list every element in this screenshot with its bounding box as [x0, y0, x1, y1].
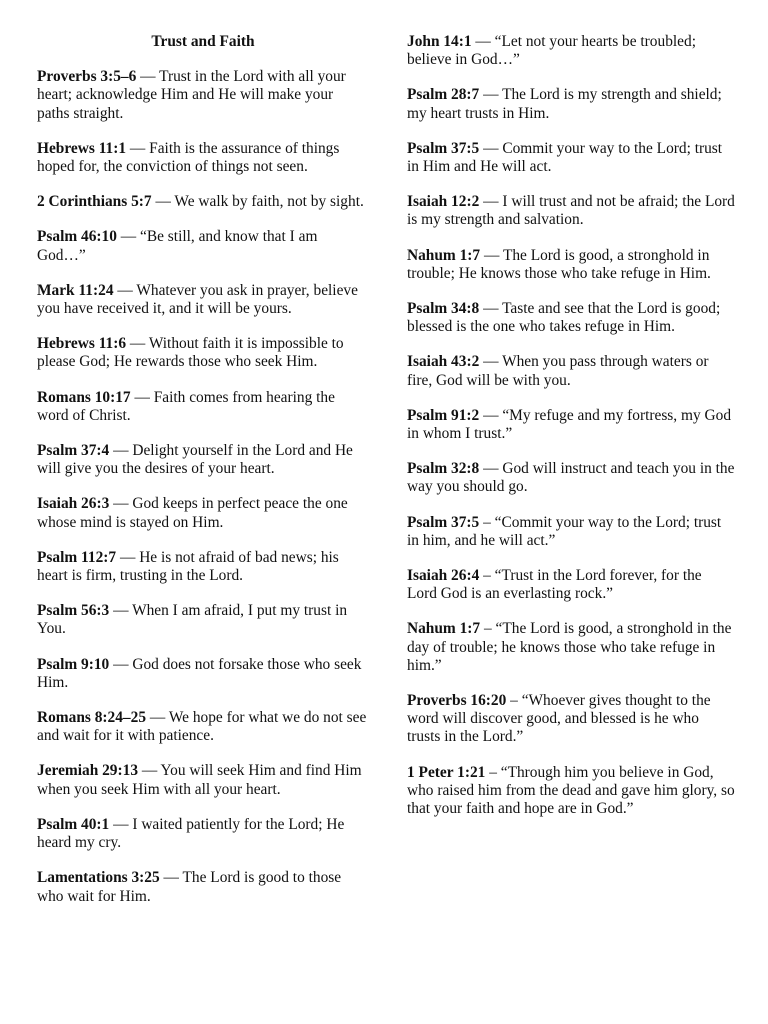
verse-reference: Psalm 32:8 [407, 460, 480, 478]
verse-entry [37, 282, 369, 318]
verse-text: When I am afraid, I put my trust in You. [37, 602, 348, 638]
verse-text: Whatever you ask in prayer, believe you have received it, and it will be yours. [37, 281, 358, 318]
verse-reference: Psalm 37:4 [37, 442, 110, 460]
verse-entry [37, 68, 369, 123]
verse-reference: Psalm 9:10 [37, 655, 110, 673]
verse-reference: Psalm 28:7 [407, 86, 480, 104]
verse-reference: Proverbs 3:5–6 [37, 68, 137, 86]
verse-separator: — [109, 815, 133, 833]
verse-entry [37, 389, 369, 425]
verse-entry [407, 407, 735, 443]
verse-reference: 2 Corinthians 5:7 [37, 193, 152, 211]
verse-separator: — [479, 86, 503, 104]
verse-separator: — [109, 442, 133, 460]
left-column [37, 33, 369, 923]
verse-separator: — [109, 495, 133, 513]
verse-text: Faith is the assurance of things hoped for, the conviction of things not seen. [37, 139, 340, 176]
verse-reference: Lamentations 3:25 [37, 869, 160, 887]
verse-entry [37, 335, 369, 371]
verse-entry [37, 869, 369, 905]
verse-text: Without faith it is impossible to please God; He rewards those who seek Him. [37, 335, 344, 371]
page-title: Trust and Faith [151, 33, 255, 50]
verse-text: Delight yourself in the Lord and He will give you the desires of your heart. [37, 442, 353, 478]
verse-entry [37, 602, 369, 638]
verse-entry [37, 816, 369, 852]
verse-reference: Nahum 1:7 [407, 620, 481, 638]
verse-reference: Psalm 37:5 [407, 513, 480, 531]
right-column [407, 33, 735, 835]
verse-reference: Psalm 34:8 [407, 300, 480, 318]
verse-text: He is not afraid of bad news; his heart is firm, trusting in the Lord. [37, 548, 339, 585]
verse-separator: — [126, 335, 149, 353]
verse-reference: Isaiah 43:2 [407, 353, 480, 371]
verse-reference: Romans 10:17 [37, 388, 131, 406]
verse-entry [407, 247, 735, 283]
verse-text: When you pass through waters or fire, God will be with you. [407, 353, 709, 389]
verse-entry [407, 764, 735, 819]
verse-separator: — [109, 602, 133, 620]
verse-reference: Isaiah 26:4 [407, 567, 480, 585]
verse-entry [407, 692, 735, 747]
verse-text: You will seek Him and find Him when you seek Him with all your heart. [37, 762, 362, 798]
verse-entry [407, 33, 735, 69]
verse-entry [37, 656, 369, 692]
right-entries [407, 33, 735, 818]
verse-reference: Psalm 112:7 [37, 548, 117, 566]
verse-text: “Commit your way to the Lord; trust in him, and he will act.” [407, 513, 722, 549]
verse-separator: — [116, 548, 140, 566]
verse-reference: John 14:1 [407, 33, 472, 50]
verse-text: “My refuge and my fortress, my God in whom I trust.” [407, 406, 732, 443]
verse-separator: — [138, 762, 161, 780]
verse-separator: — [146, 709, 169, 727]
verse-text: “The Lord is good, a stronghold in the day of trouble; he knows those who take refuge in him.” [407, 620, 732, 674]
verse-reference: Hebrews 11:1 [37, 139, 127, 157]
verse-separator: – [480, 620, 496, 638]
verse-reference: Psalm 37:5 [407, 139, 480, 157]
verse-entry [407, 300, 735, 336]
verse-text: God will instruct and teach you in the way you should go. [407, 460, 735, 496]
verse-entry [407, 86, 735, 122]
verse-reference: Hebrews 11:6 [37, 335, 127, 353]
verse-separator: – [479, 567, 495, 585]
verse-text: We hope for what we do not see and wait for it with patience. [37, 709, 367, 745]
verse-entry [37, 193, 369, 211]
verse-entry [407, 460, 735, 496]
verse-separator: — [116, 228, 141, 246]
verse-separator: — [109, 655, 133, 673]
verse-text: God does not forsake those who seek Him. [37, 655, 362, 691]
verse-separator: — [479, 406, 503, 424]
verse-text: God keeps in perfect peace the one whose mind is stayed on Him. [37, 495, 348, 531]
verse-reference: Psalm 91:2 [407, 406, 480, 424]
verse-separator: – [506, 692, 522, 710]
verse-text: “Whoever gives thought to the word will discover good, and blessed is he who trusts in the Lord.” [407, 692, 711, 746]
verse-entry [407, 140, 735, 176]
verse-entry [37, 549, 369, 585]
verse-reference: Psalm 46:10 [37, 228, 117, 246]
verse-separator: — [151, 193, 175, 211]
verse-entry [407, 193, 735, 229]
verse-separator: — [479, 353, 503, 371]
verse-entry [407, 353, 735, 389]
verse-separator: — [136, 68, 160, 86]
verse-entry [407, 567, 735, 603]
verse-separator: — [479, 193, 503, 211]
verse-text: Trust in the Lord with all your heart; acknowledge Him and He will make your paths straight. [37, 68, 346, 122]
verse-entry [407, 514, 735, 550]
verse-text: The Lord is good to those who wait for Him. [37, 869, 342, 905]
verse-reference: 1 Peter 1:21 [407, 763, 486, 781]
verse-text: “Let not your hearts be troubled; believe in God…” [407, 33, 696, 69]
verse-text: Taste and see that the Lord is good; blessed is the one who takes refuge in Him. [407, 300, 721, 336]
verse-text: “Trust in the Lord forever, for the Lord God is an everlasting rock.” [407, 567, 702, 603]
verse-separator: — [480, 246, 503, 264]
verse-text: “Be still, and know that I am God…” [37, 228, 318, 264]
verse-reference: Isaiah 26:3 [37, 495, 110, 513]
left-entries [37, 68, 369, 906]
verse-reference: Isaiah 12:2 [407, 193, 480, 211]
verse-separator: — [130, 388, 154, 406]
verse-reference: Nahum 1:7 [407, 246, 481, 264]
verse-entry [37, 495, 369, 531]
verse-reference: Romans 8:24–25 [37, 709, 147, 727]
verse-separator: — [479, 300, 503, 318]
verse-entry [37, 442, 369, 478]
verse-reference: Psalm 56:3 [37, 602, 110, 620]
verse-text: The Lord is my strength and shield; my heart trusts in Him. [407, 86, 722, 122]
verse-text: I waited patiently for the Lord; He heard my cry. [37, 815, 345, 852]
verse-text: The Lord is good, a stronghold in trouble; He knows those who take refuge in Him. [407, 246, 711, 282]
verse-separator: — [479, 139, 503, 157]
verse-entry [37, 140, 369, 176]
verse-text: Commit your way to the Lord; trust in Him and He will act. [407, 139, 723, 176]
verse-entry [407, 620, 735, 675]
verse-entry [37, 709, 369, 745]
verse-reference: Proverbs 16:20 [407, 692, 507, 710]
verse-separator: – [485, 763, 501, 781]
verse-reference: Mark 11:24 [37, 281, 114, 299]
verse-entry [37, 228, 369, 264]
verse-text: We walk by faith, not by sight. [174, 193, 364, 211]
verse-separator: — [113, 281, 137, 299]
verse-separator: — [471, 33, 495, 50]
verse-reference: Psalm 40:1 [37, 815, 110, 833]
verse-separator: — [479, 460, 503, 478]
verse-entry [37, 762, 369, 798]
verse-text: Faith comes from hearing the word of Christ. [37, 388, 335, 424]
verse-reference: Jeremiah 29:13 [37, 762, 139, 780]
verse-separator: – [479, 513, 495, 531]
verse-separator: — [126, 139, 150, 157]
verse-text: “Through him you believe in God, who raised him from the dead and gave him glory, so that your faith and hope are in God.” [407, 763, 735, 818]
verse-separator: — [159, 869, 183, 887]
verse-text: I will trust and not be afraid; the Lord is my strength and salvation. [407, 193, 735, 229]
